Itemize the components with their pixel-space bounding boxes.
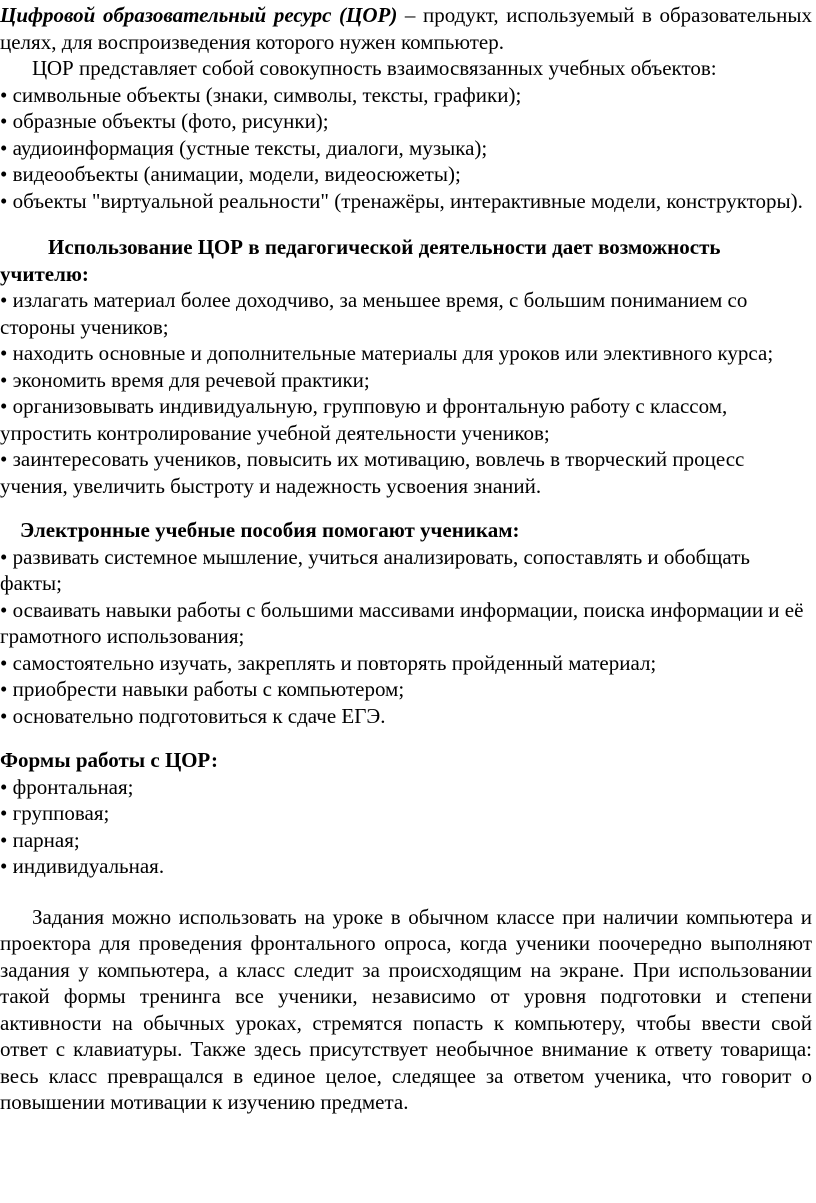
list-item: • символьные объекты (знаки, символы, тексты, графики);	[0, 82, 522, 107]
list-item: • видеообъекты (анимации, модели, видеосюжеты);	[0, 162, 461, 186]
list-item: • находить основные и дополнительные материалы для уроков или элективного курса;	[0, 341, 774, 365]
list-item: • образные объекты (фото, рисунки);	[0, 109, 329, 133]
list-item: • экономить время для речевой практики;	[0, 367, 370, 392]
forms-list	[0, 774, 812, 880]
list-item: • заинтересовать учеников, повысить их мотивацию, вовлечь в творческий процесс учения, увеличить быстроту и надежность усвоения знаний.	[0, 447, 745, 498]
list-item: • самостоятельно изучать, закреплять и повторять пройденный материал;	[0, 650, 657, 675]
students-heading: Электронные учебные пособия помогают ученикам:	[20, 518, 520, 542]
composition-lead: ЦОР представляет собой совокупность взаимосвязанных учебных объектов:	[32, 56, 717, 80]
list-item: • индивидуальная.	[0, 854, 165, 878]
list-item: • основательно подготовиться к сдаче ЕГЭ.	[0, 703, 386, 728]
teacher-heading: Использование ЦОР в педагогической деятельности дает возможность учителю:	[0, 235, 721, 286]
list-item: • аудиоинформация (устные тексты, диалоги, музыка);	[0, 135, 488, 160]
list-item: • фронтальная;	[0, 774, 134, 799]
definition-text: – продукт, используемый в образовательных целях, для воспроизведения которого нужен компьютер.	[0, 3, 812, 54]
teacher-list	[0, 287, 812, 499]
list-item: • излагать материал более доходчиво, за меньшее время, с большим пониманием со стороны учеников;	[0, 288, 748, 339]
list-item: • приобрести навыки работы с компьютером;	[0, 677, 405, 701]
definition-term: Цифровой образовательный ресурс (ЦОР)	[0, 3, 398, 27]
forms-heading: Формы работы с ЦОР:	[0, 748, 218, 772]
students-list	[0, 544, 812, 730]
definition-paragraph	[0, 0, 812, 55]
list-item: • объекты "виртуальной реальности" (тренажёры, интерактивные модели, конструкторы).	[0, 188, 803, 213]
list-item: • организовывать индивидуальную, групповую и фронтальную работу с классом, упростить контролирование учебной деятельности учеников;	[0, 394, 728, 445]
list-item: • парная;	[0, 827, 80, 852]
closing-paragraph: Задания можно использовать на уроке в обычном классе при наличии компьютера и проектора для проведения фронтального опроса, когда ученики поочередно выполняют задания у компьютера, а класс следит за происходящим на экране. При использовании такой формы тренинга все ученики, независимо от уровня подготовки и степени активности на обычных уроках, стремятся попасть к компьютеру, чтобы ввести свой ответ с клавиатуры. Также здесь присутствует необычное внимание к ответу товарища: весь класс превращался в единое целое, следящее за ответом ученика, что говорит о повышении мотивации к изучению предмета.	[0, 904, 812, 1114]
list-item: • осваивать навыки работы с большими массивами информации, поиска информации и её грамотного использования;	[0, 597, 804, 648]
list-item: • групповая;	[0, 801, 110, 825]
composition-list	[0, 82, 812, 215]
list-item: • развивать системное мышление, учиться анализировать, сопоставлять и обобщать факты;	[0, 544, 750, 595]
